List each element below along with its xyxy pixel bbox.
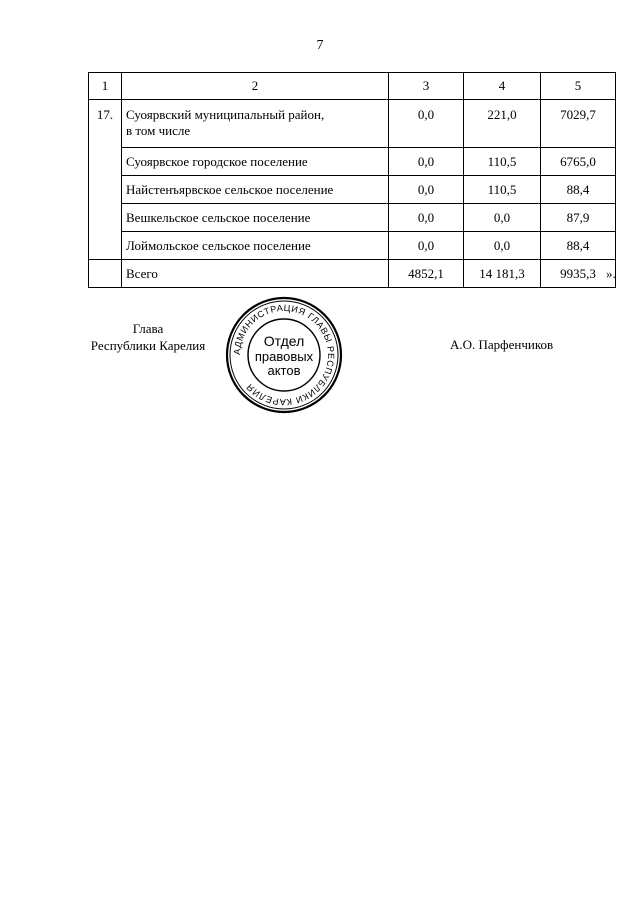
row-index: 17. <box>89 100 122 260</box>
header-cell: 1 <box>89 73 122 100</box>
signatory-name: А.О. Парфенчиков <box>450 337 554 352</box>
value-cell: 87,9 <box>541 204 616 232</box>
table-row <box>89 100 616 148</box>
row-name: Вешкельское сельское поселение <box>122 204 389 232</box>
page-number: 7 <box>316 38 324 53</box>
row-name: Суоярвское городское поселение <box>122 148 389 176</box>
row-name: Всего <box>122 260 389 288</box>
row-name: Найстенъярвское сельское поселение <box>122 176 389 204</box>
stamp-center-line: Отдел <box>263 333 305 349</box>
value-cell: 14 181,3 <box>464 260 541 288</box>
value-cell: 9935,3 <box>541 260 616 288</box>
row-name-line: Суоярвский муниципальный район, <box>126 107 325 122</box>
table-header-row <box>89 73 616 100</box>
value-cell: 221,0 <box>464 100 541 148</box>
signatory-title-line: Глава <box>132 321 164 336</box>
value-cell: 88,4 <box>541 232 616 260</box>
row-name-line: в том числе <box>126 123 191 138</box>
value-cell: 4852,1 <box>389 260 464 288</box>
stamp-ring-text: АДМИНИСТРАЦИЯ ГЛАВЫ РЕСПУБЛИКИ КАРЕЛИЯ <box>231 302 337 408</box>
header-cell: 2 <box>122 73 389 100</box>
value-cell: 88,4 <box>541 176 616 204</box>
closing-quote: ». <box>606 266 616 281</box>
row-name <box>122 100 389 148</box>
value-cell: 0,0 <box>389 100 464 148</box>
signatory-title-line: Республики Карелия <box>90 338 206 353</box>
signatory-title <box>88 320 208 354</box>
value-cell: 0,0 <box>464 232 541 260</box>
value-cell: 6765,0 <box>541 148 616 176</box>
value-cell: 110,5 <box>464 148 541 176</box>
header-cell: 5 <box>541 73 616 100</box>
header-cell: 4 <box>464 73 541 100</box>
table-row <box>89 204 616 232</box>
table-total-row <box>89 260 616 288</box>
value-cell: 0,0 <box>389 176 464 204</box>
row-name: Лоймольское сельское поселение <box>122 232 389 260</box>
header-cell: 3 <box>389 73 464 100</box>
allocation-table <box>88 72 616 288</box>
official-stamp <box>225 296 343 414</box>
value-cell: 0,0 <box>389 232 464 260</box>
empty-cell <box>89 260 122 288</box>
stamp-center-line: правовых <box>254 349 314 364</box>
value-cell: 0,0 <box>389 204 464 232</box>
value-cell: 7029,7 <box>541 100 616 148</box>
table-row <box>89 232 616 260</box>
table-row <box>89 148 616 176</box>
table-row <box>89 176 616 204</box>
stamp-center-line: актов <box>267 363 301 378</box>
value-cell: 0,0 <box>464 204 541 232</box>
value-cell: 110,5 <box>464 176 541 204</box>
value-cell: 0,0 <box>389 148 464 176</box>
